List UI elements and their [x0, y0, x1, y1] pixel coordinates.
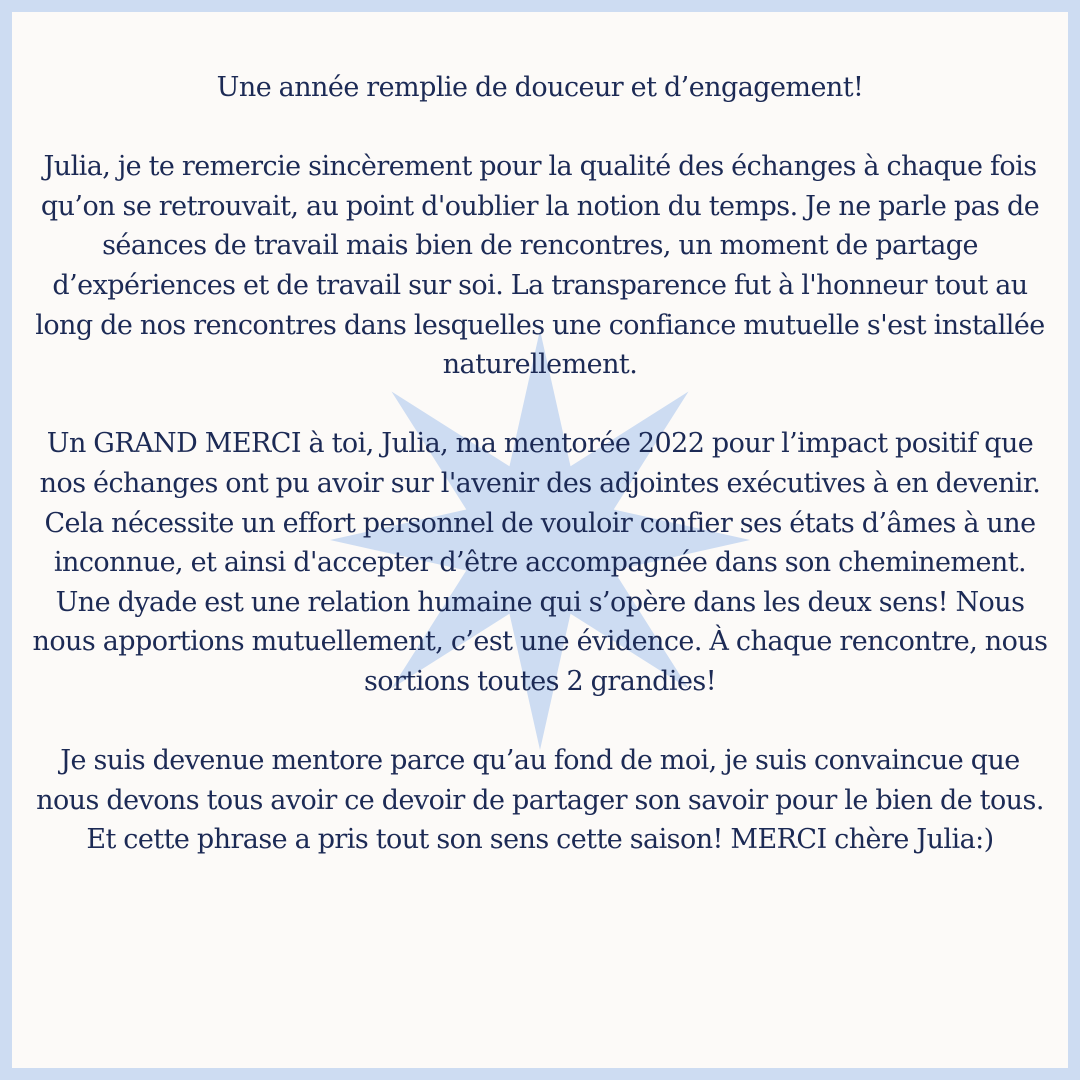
testimonial-heading: Une année remplie de douceur et d’engagement! — [216, 72, 864, 103]
testimonial-text — [28, 68, 1052, 860]
paragraph-gratitude: Julia, je te remercie sincèrement pour la qualité des échanges à chaque fois qu’on se retrouvait, au point d'oublier la notion du temps. Je ne parle pas de séances de travail mais bien de rencontres, un moment de partage d’expériences et de travail sur soi. La transparence fut à l'honneur tout au long de nos rencontres dans lesquelles une confiance mutuelle s'est installée naturellement. — [35, 151, 1045, 381]
paragraph-grand-merci: Un GRAND MERCI à toi, Julia, ma mentorée 2022 pour l’impact positif que nos échanges ont pu avoir sur l'avenir des adjointes exécutives à en devenir. Cela nécessite un effort personnel de vouloir confier ses états d’âmes à une inconnue, et ainsi d'accepter d’être accompagnée dans son cheminement. Une dyade est une relation humaine qui s’opère dans les deux sens! Nous nous apportions mutuellement, c’est une évidence. À chaque rencontre, nous sortions toutes 2 grandies! — [32, 428, 1048, 697]
testimonial-card — [12, 12, 1068, 1068]
paragraph-mentor: Je suis devenue mentore parce qu’au fond de moi, je suis convaincue que nous devons tous avoir ce devoir de partager son savoir pour le bien de tous. Et cette phrase a pris tout son sens cette saison! MERCI chère Julia:) — [36, 745, 1044, 856]
